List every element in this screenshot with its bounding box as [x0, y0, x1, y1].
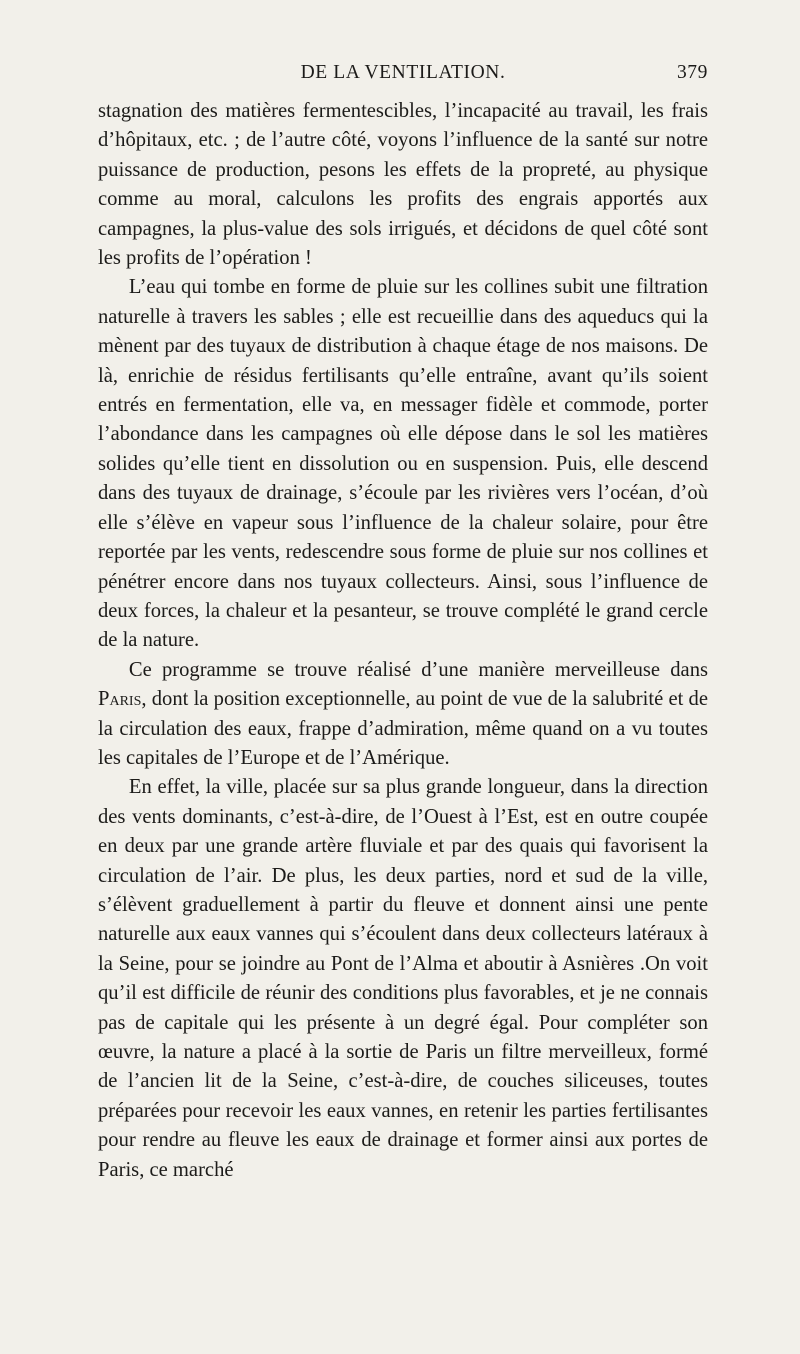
body-text — [98, 97, 708, 1185]
paragraph-paris-program-start: Ce programme se trouve réalisé d’une manière merveilleuse dans — [128, 658, 708, 681]
paragraph-city-layout: En effet, la ville, placée sur sa plus grande longueur, dans la direction des vents dominants, c’est-à-dire, de l’Ouest à l’Est, est en outre coupée en deux par une grande artère fluviale et par des quais qui favorisent la circulation de l’air. De plus, les deux parties, nord et sud de la ville, s’élèvent graduellement à partir du fleuve et donnent ainsi une pente naturelle aux eaux vannes qui s’écoulent dans deux collecteurs latéraux à la Seine, pour se joindre au Pont de l’Alma et aboutir à Asnières .On voit qu’il est difficile de réunir des conditions plus favorables, et je ne connais pas de capitale qui les présente à un degré égal. Pour compléter son œuvre, la nature a placé à la sortie de Paris un filtre merveilleux, formé de l’ancien lit de la Seine, c’est-à-dire, de couches siliceuses, toutes préparées pour recevoir les eaux vannes, en retenir les parties fertilisantes pour rendre au fleuve les eaux de drainage et former ainsi aux portes de Paris, ce marché — [98, 776, 708, 1181]
paragraph-paris-program — [98, 656, 708, 774]
running-head — [98, 62, 708, 92]
paragraph-water-cycle: L’eau qui tombe en forme de pluie sur les collines subit une filtration naturelle à travers les sables ; elle est recueillie dans des aqueducs qui la mènent par des tuyaux de distribution à chaque étage de nos maisons. De là, enrichie de résidus fertilisants qu’elle entraîne, avant qu’ils soient entrés en fermentation, elle va, en messager fidèle et commode, porter l’abondance dans les campagnes où elle dépose dans le sol les matières solides qu’elle tient en dissolution ou en suspension. Puis, elle descend dans des tuyaux de drainage, s’écoule par les rivières vers l’océan, d’où elle s’élève en vapeur sous l’influence de la chaleur solaire, pour être reportée par les vents, redescendre sous forme de pluie sur nos collines et pénétrer encore dans nos tuyaux collecteurs. Ainsi, sous l’influence de deux forces, la chaleur et la pesanteur, se trouve complété le grand cercle de la nature. — [98, 276, 708, 652]
paris-smallcaps: Paris — [98, 688, 142, 711]
page-number: 379 — [676, 62, 708, 83]
paragraph-continued: stagnation des matières fermentescibles, l’incapacité au travail, les frais d’hôpitaux, etc. ; de l’autre côté, voyons l’influence de la santé sur notre puissance de production, pesons les effets de la propreté, au physique comme au moral, calculons les profits des engrais apportés aux campagnes, la plus-value des sols irrigués, et décidons de quel côté sont les profits de l’opération ! — [98, 100, 708, 270]
running-title: DE LA VENTILATION. — [300, 62, 506, 83]
paragraph-paris-program-end: , dont la position exceptionnelle, au point de vue de la salubrité et de la circulation des eaux, frappe d’admiration, même quand on a vu toutes les capitales de l’Europe et de l’Amérique. — [98, 688, 708, 769]
